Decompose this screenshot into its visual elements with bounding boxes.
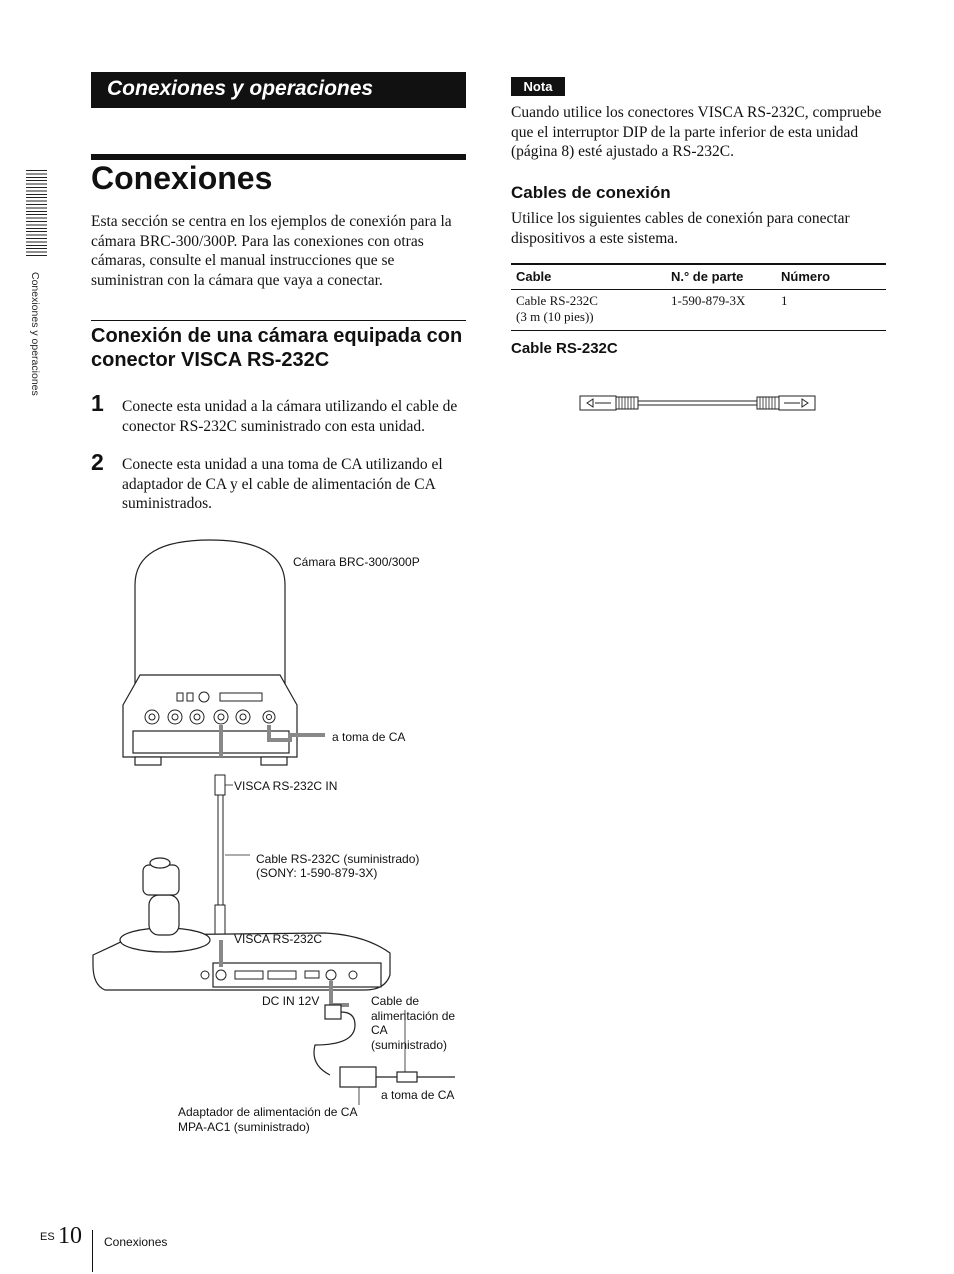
cable-label-1: Cable RS-232C (suministrado): [256, 852, 420, 866]
ac-outlet-label-2: a toma de CA: [381, 1088, 455, 1102]
power-cable-label-3: CA: [371, 1023, 388, 1037]
cell-cable-line2: (3 m (10 pies)): [516, 309, 594, 324]
visca-in-label: VISCA RS-232C IN: [234, 779, 338, 793]
cell-part: 1-590-879-3X: [666, 290, 776, 331]
cell-cable: [511, 290, 666, 331]
footer-divider: [92, 1230, 93, 1272]
cables-table: [511, 263, 886, 331]
cell-qty: 1: [776, 290, 886, 331]
adapter-label-2: MPA-AC1 (suministrado): [178, 1120, 310, 1134]
ac-outlet-label-1: a toma de CA: [332, 730, 406, 744]
cables-heading: Cables de conexión: [511, 183, 671, 202]
col-header-cable: Cable: [511, 264, 666, 290]
side-tab-stripes: [26, 170, 47, 258]
col-header-qty: Número: [776, 264, 886, 290]
cell-cable-line1: Cable RS-232C: [516, 293, 598, 308]
table-row: [511, 290, 886, 331]
step-2-number: 2: [91, 449, 104, 475]
step-1-number: 1: [91, 390, 104, 416]
visca-out-label: VISCA RS-232C: [234, 932, 323, 946]
cables-text: Utilice los siguientes cables de conexión para conectar dispositivos a este sistema.: [511, 210, 850, 247]
power-cable-label-1: Cable de: [371, 994, 420, 1008]
footer-lang: ES: [40, 1231, 55, 1243]
section-bar: Conexiones y operaciones: [91, 72, 466, 108]
subheading: Conexión de una cámara equipada con conector VISCA RS-232C: [91, 320, 466, 372]
table-header-row: [511, 264, 886, 290]
rs232c-cable-illustration: [575, 390, 820, 416]
side-tab-label: Conexiones y operaciones: [29, 272, 41, 396]
intro-paragraph: Esta sección se centra en los ejemplos de conexión para la cámara BRC-300/300P. Para las conexiones con otras cámaras, consulte el manual instrucciones que se suministran con la cámara que vaya a conectar.: [91, 213, 452, 289]
power-cable-label-2: alimentación de: [371, 1009, 456, 1023]
page-number: 10: [58, 1223, 82, 1249]
camera-label: Cámara BRC-300/300P: [293, 555, 420, 569]
footer-section: Conexiones: [104, 1235, 168, 1249]
note-badge: Nota: [511, 77, 565, 96]
page-title: Conexiones: [91, 160, 273, 196]
dc-in-label: DC IN 12V: [262, 994, 320, 1008]
note-text: Cuando utilice los conectores VISCA RS-232C, compruebe que el interruptor DIP de la parte inferior de esta unidad (página 8) esté ajustado a RS-232C.: [511, 104, 882, 160]
cable-figure-heading: Cable RS-232C: [511, 340, 618, 357]
adapter-label-1: Adaptador de alimentación de CA: [178, 1105, 358, 1119]
col-header-part: N.° de parte: [666, 264, 776, 290]
cable-label-2: (SONY: 1-590-879-3X): [256, 866, 378, 880]
power-cable-label-4: (suministrado): [371, 1038, 448, 1052]
step-1-text: Conecte esta unidad a la cámara utilizando el cable de conector RS-232C suministrado con esta unidad.: [122, 398, 458, 435]
step-2-text: Conecte esta unidad a una toma de CA utilizando el adaptador de CA y el cable de alimentación de CA suministrados.: [122, 456, 443, 512]
camera-dome: [135, 540, 285, 695]
